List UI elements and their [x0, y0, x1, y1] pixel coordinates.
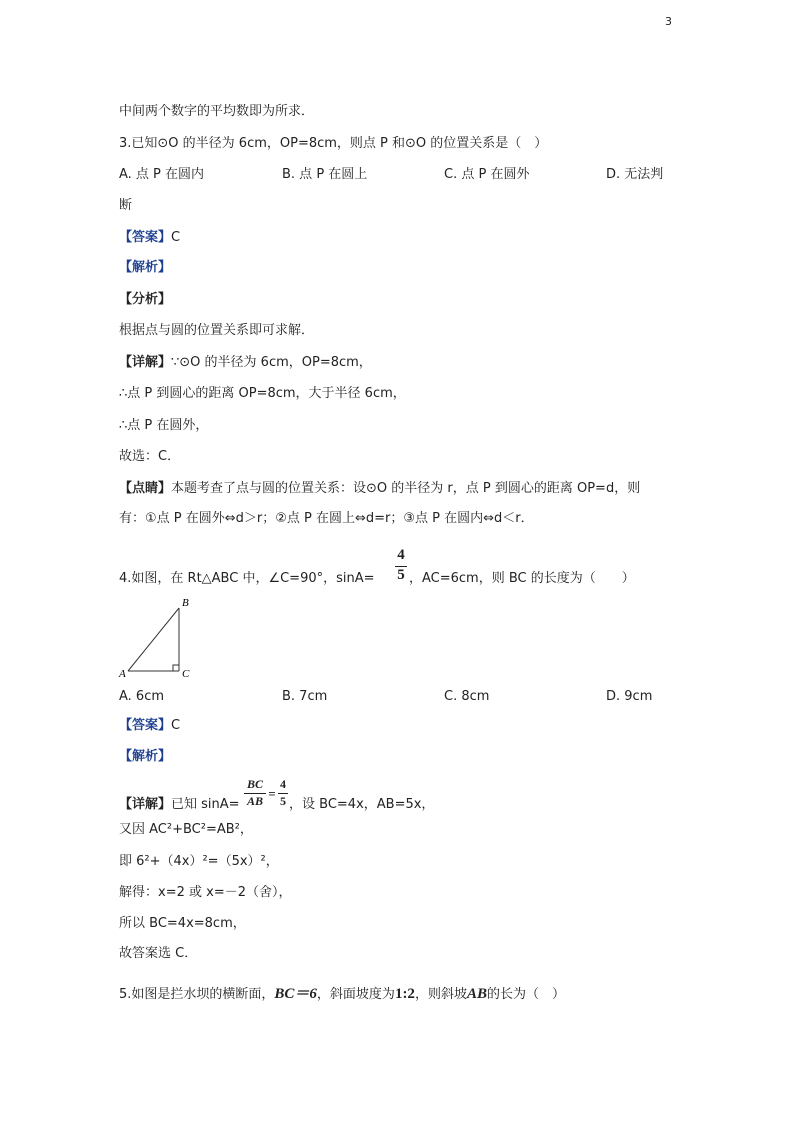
- q5-text-2: ，斜面坡度为: [316, 987, 395, 1002]
- q4-option-b: B. 7cm: [282, 689, 328, 704]
- q3-detail-2: ∴点 P 到圆心的距离 OP=8cm，大于半径 6cm，: [119, 386, 406, 401]
- q4-detail-6: 故答案选 C．: [119, 946, 198, 961]
- q5-text-3: ，则斜坡: [414, 987, 467, 1002]
- q3-option-d: D. 无法判: [606, 167, 664, 182]
- q4-frac1-den: AB: [246, 794, 263, 808]
- question-5: [119, 986, 565, 1003]
- vertex-label-b: B: [182, 597, 189, 609]
- comment-label: 【点睛】: [119, 481, 172, 496]
- q3-analysis-text: 根据点与圆的位置关系即可求解．: [119, 323, 315, 338]
- q4-frac-num: 4: [397, 547, 405, 563]
- q4-frac-den: 5: [397, 567, 405, 583]
- q4-option-d: D. 9cm: [606, 689, 653, 704]
- detail-text: ∵⊙O 的半径为 6cm，OP=8cm，: [171, 355, 372, 370]
- answer-label: 【答案】: [119, 718, 172, 733]
- q3-option-a: A. 点 P 在圆内: [119, 167, 205, 182]
- q3-option-b: B. 点 P 在圆上: [282, 167, 368, 182]
- text-line: 中间两个数字的平均数即为所求．: [119, 104, 315, 119]
- comment-text: 本题考查了点与圆的位置关系：设⊙O 的半径为 r，点 P 到圆心的距离 OP=d，则: [171, 481, 641, 496]
- q4-detail-3: 即 6²+（4x）²=（5x）²，: [119, 854, 279, 869]
- triangle-figure: [118, 595, 208, 680]
- fenxi-label: 【分析】: [119, 292, 172, 307]
- vertex-label-a: A: [119, 668, 126, 680]
- page-number: 3: [665, 15, 672, 28]
- q4-option-a: A. 6cm: [119, 689, 165, 704]
- answer-label: 【答案】: [119, 230, 172, 245]
- q4-detail-1-post: ，设 BC=4x，AB=5x，: [289, 797, 435, 812]
- q4-detail-5: 所以 BC=4x=8cm，: [119, 916, 246, 931]
- question-4-post: ，AC=6cm，则 BC 的长度为（ ）: [409, 571, 635, 586]
- detail-label: 【详解】: [119, 355, 172, 370]
- q4-option-c: C. 8cm: [444, 689, 490, 704]
- question-3: 3.已知⊙O 的半径为 6cm，OP=8cm，则点 P 和⊙O 的位置关系是（ ）: [119, 136, 548, 151]
- q3-comment-2: 有：①点 P 在圆外⇔d＞r；②点 P 在圆上⇔d=r；③点 P 在圆内⇔d＜r．: [119, 511, 534, 526]
- answer-line-4: [119, 718, 180, 734]
- q4-detail-2: 又因 AC²+BC²=AB²，: [119, 822, 253, 837]
- q4-detail-1-pre: [119, 797, 240, 813]
- detail-text: 已知 sinA=: [171, 797, 240, 812]
- analysis-label: 【解析】: [119, 260, 172, 275]
- q5-text-1: 5.如图是拦水坝的横断面，: [119, 987, 275, 1002]
- q4-frac2-den: 5: [280, 794, 286, 808]
- answer-value: C: [171, 230, 181, 245]
- q3-option-c: C. 点 P 在圆外: [444, 167, 530, 182]
- q4-frac1-num: BC: [246, 777, 263, 791]
- q5-math-slope: 1:2: [394, 986, 415, 1002]
- q3-detail-3: ∴点 P 在圆外，: [119, 418, 209, 433]
- q5-math-bc: BC＝6: [274, 986, 317, 1002]
- q3-detail-1: [119, 355, 372, 371]
- q4-detail-4: 解得：x=2 或 x=－2（舍），: [119, 885, 292, 900]
- analysis-label: 【解析】: [119, 749, 172, 764]
- q5-math-ab: AB: [466, 986, 487, 1002]
- answer-line-3: [119, 230, 180, 246]
- q5-text-4: 的长为（ ）: [486, 987, 565, 1002]
- vertex-label-c: C: [182, 668, 190, 680]
- question-4-pre: 4.如图，在 Rt△ABC 中，∠C=90°，sinA=: [119, 571, 375, 586]
- q3-comment-1: [119, 481, 640, 497]
- q4-frac-eq: =: [268, 786, 276, 801]
- q3-detail-4: 故选：C．: [119, 449, 181, 464]
- answer-value: C: [171, 718, 181, 733]
- detail-label: 【详解】: [119, 797, 172, 812]
- q4-frac2-num: 4: [280, 777, 286, 791]
- q3-option-d-cont: 断: [119, 198, 133, 213]
